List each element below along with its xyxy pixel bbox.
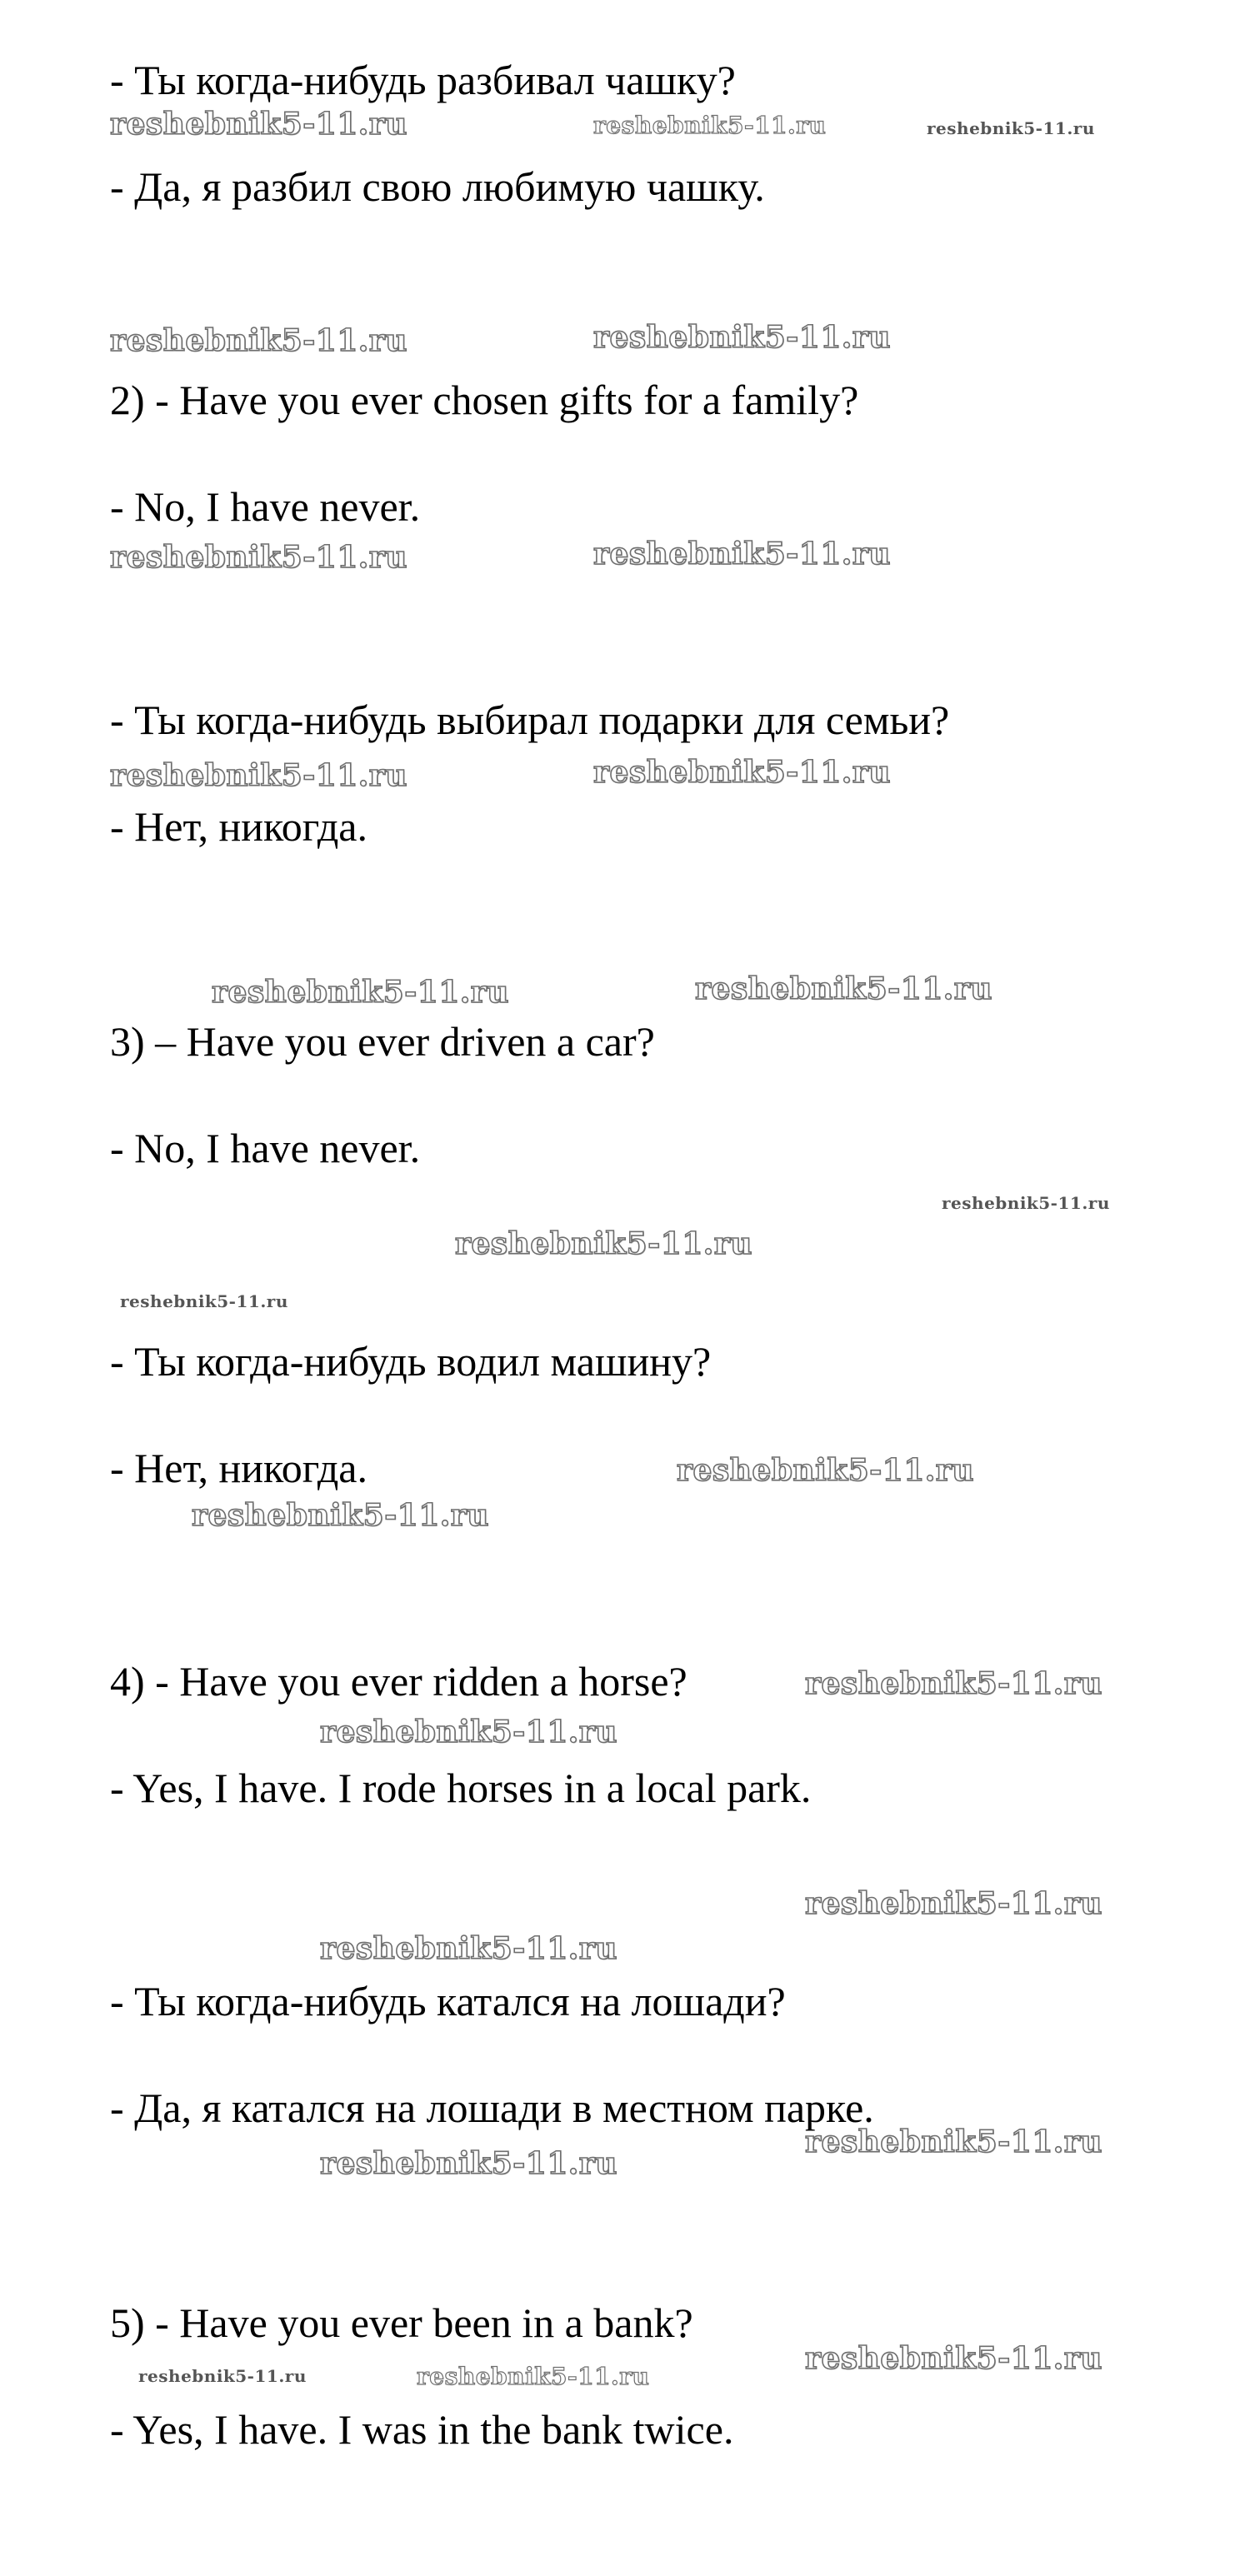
watermark: reshebnik5-11.ru: [942, 1193, 1110, 1213]
watermark: reshebnik5-11.ru: [805, 2124, 1102, 2159]
text-line-15: 5) - Have you ever been in a bank?: [110, 2299, 693, 2346]
text-line-7: 3) – Have you ever driven a car?: [110, 1018, 655, 1065]
watermark: reshebnik5-11.ru: [805, 1666, 1102, 1701]
text-line-4: - No, I have never.: [110, 483, 421, 530]
watermark: reshebnik5-11.ru: [320, 1715, 618, 1750]
text-line-10: - Нет, никогда.: [110, 1445, 368, 1491]
watermark: reshebnik5-11.ru: [593, 537, 891, 572]
watermark: reshebnik5-11.ru: [110, 540, 408, 575]
watermark: reshebnik5-11.ru: [110, 758, 408, 793]
watermark: reshebnik5-11.ru: [593, 755, 891, 790]
text-line-11: 4) - Have you ever ridden a horse?: [110, 1658, 688, 1705]
watermark: reshebnik5-11.ru: [927, 118, 1095, 138]
text-line-13: - Ты когда-нибудь катался на лошади?: [110, 1978, 786, 2024]
watermark: reshebnik5-11.ru: [110, 107, 408, 142]
watermark: reshebnik5-11.ru: [805, 1886, 1102, 1921]
text-line-14: - Да, я катался на лошади в местном парке.: [110, 2084, 874, 2131]
text-line-3: 2) - Have you ever chosen gifts for a family?: [110, 377, 859, 423]
watermark: reshebnik5-11.ru: [593, 112, 827, 139]
watermark: reshebnik5-11.ru: [192, 1498, 489, 1533]
watermark: reshebnik5-11.ru: [138, 2366, 307, 2386]
watermark: reshebnik5-11.ru: [593, 320, 891, 355]
text-line-1: - Ты когда-нибудь разбивал чашку?: [110, 57, 736, 103]
watermark: reshebnik5-11.ru: [120, 1291, 288, 1311]
watermark: reshebnik5-11.ru: [417, 2363, 650, 2390]
watermark: reshebnik5-11.ru: [805, 2341, 1102, 2376]
text-line-9: - Ты когда-нибудь водил машину?: [110, 1338, 712, 1385]
text-line-8: - No, I have never.: [110, 1125, 421, 1171]
watermark: reshebnik5-11.ru: [320, 2146, 618, 2181]
text-line-5: - Ты когда-нибудь выбирал подарки для семьи?: [110, 696, 950, 743]
watermark: reshebnik5-11.ru: [695, 971, 992, 1006]
text-line-6: - Нет, никогда.: [110, 803, 368, 850]
watermark: reshebnik5-11.ru: [677, 1453, 974, 1488]
text-line-12: - Yes, I have. I rode horses in a local park.: [110, 1765, 812, 1811]
text-line-16: - Yes, I have. I was in the bank twice.: [110, 2406, 734, 2453]
text-line-2: - Да, я разбил свою любимую чашку.: [110, 163, 765, 210]
watermark: reshebnik5-11.ru: [320, 1931, 618, 1966]
watermark: reshebnik5-11.ru: [212, 975, 509, 1010]
watermark: reshebnik5-11.ru: [455, 1226, 752, 1261]
watermark: reshebnik5-11.ru: [110, 323, 408, 358]
